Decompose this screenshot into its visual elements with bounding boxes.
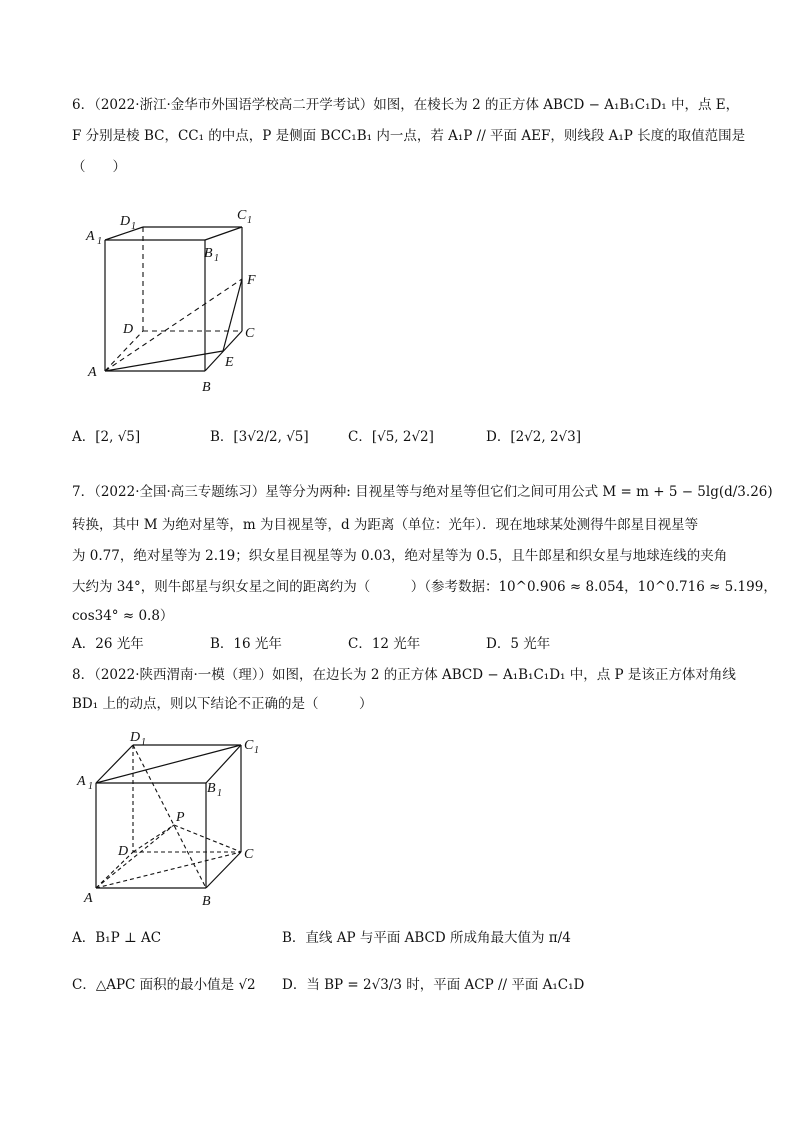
label-A1: A bbox=[77, 774, 86, 789]
q6-line-3: （ ） bbox=[72, 159, 126, 175]
label-B1: B bbox=[204, 246, 213, 261]
label-C1-sub: 1 bbox=[247, 215, 252, 226]
label-A: A bbox=[88, 365, 97, 380]
label-B: B bbox=[202, 380, 211, 395]
label-B1-sub: 1 bbox=[214, 253, 219, 264]
q7-option-a: A．26 光年 bbox=[72, 636, 144, 652]
q6-option-d: D．[2√2, 2√3] bbox=[486, 429, 582, 445]
q7-option-d: D．5 光年 bbox=[486, 636, 551, 652]
edge-B1C1 bbox=[205, 227, 242, 240]
q6-option-b: B．[3√2/2, √5] bbox=[210, 429, 309, 445]
q7-line-4: 大约为 34°，则牛郎星与织女星之间的距离约为（ ）（参考数据：10^0.906 ≈ 8.054，10^0.716 ≈ 5.199， bbox=[72, 579, 777, 595]
label-C1: C bbox=[237, 208, 247, 223]
q8-option-c: C．△APC 面积的最小值是 √2 bbox=[72, 977, 256, 993]
q7-line-3: 为 0.77，绝对星等为 2.19；织女星目视星等为 0.03，绝对星等为 0.5，且牛郎星和织女星与地球连线的夹角 bbox=[72, 548, 728, 564]
label-D: D bbox=[123, 322, 134, 337]
diagonal-BD1-hidden bbox=[133, 745, 206, 888]
q8-line-1: 8．（2022·陕西渭南·一模（理））如图，在边长为 2 的正方体 ABCD − A₁B₁C₁D₁ 中，点 P 是该正方体对角线 bbox=[72, 667, 736, 683]
q6-line-2: F 分别是棱 BC，CC₁ 的中点，P 是侧面 BCC₁B₁ 内一点，若 A₁P // 平面 AEF，则线段 A₁P 长度的取值范围是 bbox=[72, 128, 746, 144]
q6-option-c: C．[√5, 2√2] bbox=[348, 429, 434, 445]
label-D1: D bbox=[120, 214, 131, 229]
diagonal-A1C1 bbox=[96, 745, 241, 783]
label-A1: A bbox=[86, 229, 95, 244]
label-A: A bbox=[84, 891, 93, 906]
q7-line-2: 转换，其中 M 为绝对星等，m 为目视星等，d 为距离（单位：光年）．现在地球某处测得牛郎星目视星等 bbox=[72, 517, 699, 533]
q6-option-a: A．[2, √5] bbox=[72, 429, 141, 445]
q8-option-a: A．B₁P ⊥ AC bbox=[72, 930, 162, 946]
label-P: P bbox=[176, 810, 185, 825]
label-C1-sub: 1 bbox=[254, 745, 259, 756]
label-D1-sub: 1 bbox=[141, 737, 146, 748]
q7-option-c: C．12 光年 bbox=[348, 636, 421, 652]
label-D1-sub: 1 bbox=[131, 221, 136, 232]
q8-option-d: D．当 BP = 2√3/3 时，平面 ACP // 平面 A₁C₁D bbox=[282, 977, 585, 993]
label-B: B bbox=[202, 894, 211, 909]
label-D: D bbox=[118, 844, 129, 859]
label-C1: C bbox=[244, 738, 254, 753]
q7-line-1: 7．（2022·全国·高三专题练习）星等分为两种: 目视星等与绝对星等但它们之间可用公式 M = m + 5 − 5lg(d/3.26) bbox=[72, 484, 773, 500]
cube-figure-q6 bbox=[75, 195, 285, 400]
label-D1: D bbox=[130, 730, 141, 745]
label-A1-sub: 1 bbox=[88, 781, 93, 792]
q8-option-b: B．直线 AP 与平面 ABCD 所成角最大值为 π/4 bbox=[282, 930, 571, 946]
label-C: C bbox=[245, 326, 255, 341]
q6-line-1: 6．（2022·浙江·金华市外国语学校高二开学考试）如图，在棱长为 2 的正方体 ABCD − A₁B₁C₁D₁ 中，点 E， bbox=[72, 97, 740, 113]
label-E: E bbox=[225, 355, 234, 370]
label-B1-sub: 1 bbox=[217, 788, 222, 799]
cube-figure-q8 bbox=[70, 725, 270, 910]
edge-B1C1 bbox=[206, 745, 241, 783]
q8-line-2: BD₁ 上的动点，则以下结论不正确的是（ ） bbox=[72, 696, 373, 712]
segment-DP-hidden bbox=[133, 825, 174, 852]
edge-BC bbox=[206, 852, 241, 888]
segment-PC-hidden bbox=[174, 825, 241, 852]
label-F: F bbox=[247, 273, 256, 288]
label-B1: B bbox=[207, 781, 216, 796]
q7-option-b: B．16 光年 bbox=[210, 636, 282, 652]
q7-line-5: cos34° ≈ 0.8） bbox=[72, 608, 174, 624]
label-C: C bbox=[244, 847, 254, 862]
segment-AP-hidden bbox=[96, 825, 174, 888]
edge-A1D1 bbox=[96, 745, 133, 783]
label-A1-sub: 1 bbox=[97, 236, 102, 247]
